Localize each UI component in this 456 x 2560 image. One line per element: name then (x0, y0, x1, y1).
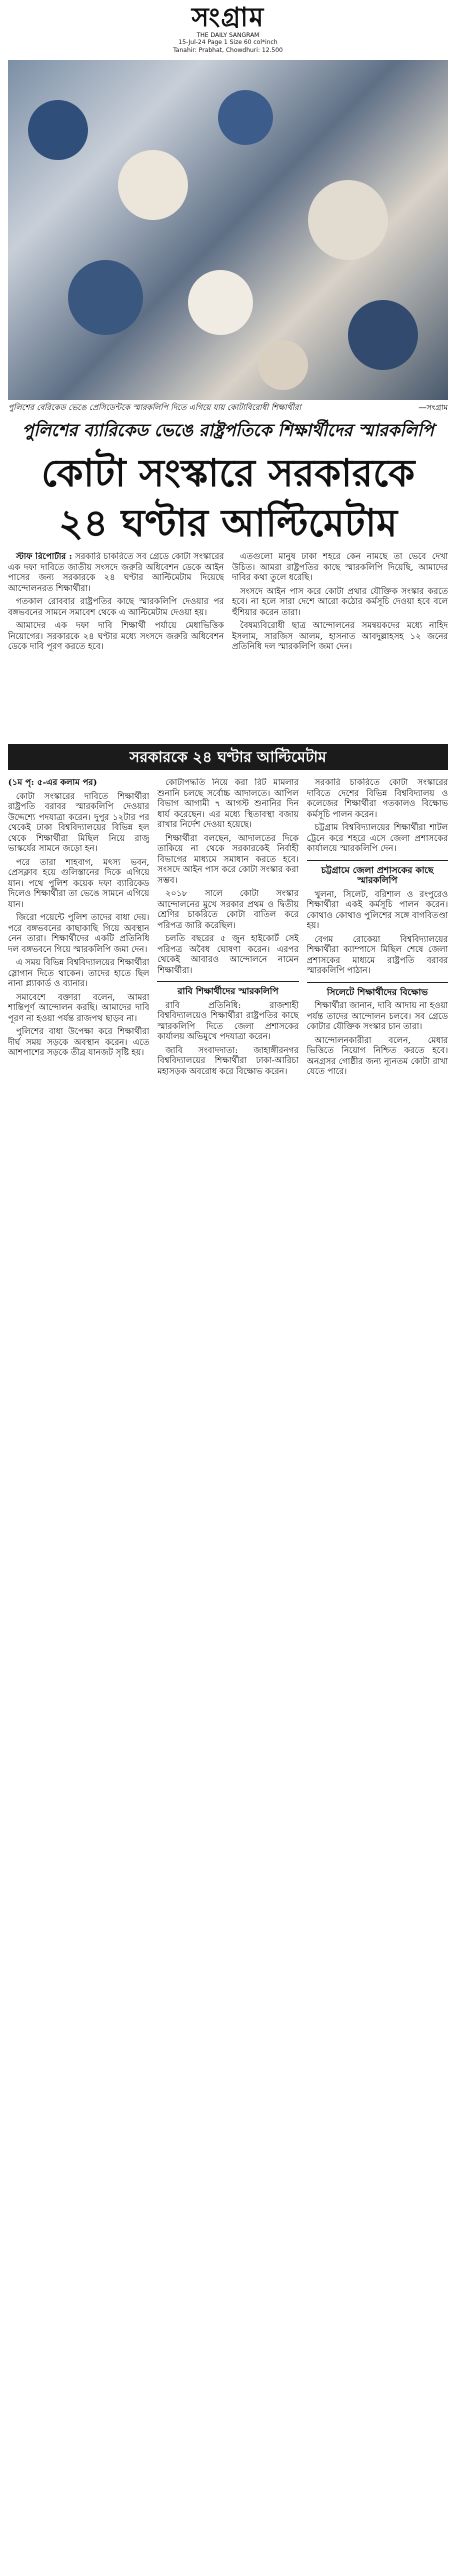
newspaper-logo: সংগ্রাম (191, 3, 265, 33)
subheading: রাবি শিক্ষার্থীদের স্মারকলিপি (177, 987, 279, 997)
clip-meta-line2: Tanahir: Prabhat, Chowdhuri: 12.500 (173, 47, 283, 54)
kicker-headline: পুলিশের ব্যারিকেড ভেঙে রাষ্ট্রপতিকে শিক্ষার্থীদের স্মারকলিপি (22, 421, 434, 441)
continuation-note: (১ম পৃ: ৫-এর কলাম পর) (8, 778, 98, 788)
story-paragraph: খুলনা, সিলেট, বরিশাল ও রংপুরেও শিক্ষার্থীরা একই কর্মসূচি পালন করেন। কোথাও কোথাও পুলিশের সঙ্গে বাগবিতণ্ডা হয়। (306, 889, 448, 931)
story-paragraph: চলতি বছরের ৫ জুন হাইকোর্ট সেই পরিপত্র অবৈধ ঘোষণা করেন। এরপর থেকেই আবারও আন্দোলনে নামেন শিক্ষার্থীরা। (157, 934, 299, 976)
story-paragraph: শিক্ষার্থীরা বলছেন, আদালতের দিকে তাকিয়ে না থেকে সরকারকেই নির্বাহী বিভাগের মাধ্যমে সমাধান করতে হবে। সংসদে আইন পাস করে কোটা সংস্কার করা সম্ভব। (157, 833, 299, 886)
masthead (0, 0, 456, 62)
section-divider (307, 982, 448, 983)
clip-meta-line1: 15-Jul-24 Page 1 Size 60 col*inch (178, 39, 278, 46)
subheading: চট্টগ্রামে জেলা প্রশাসকের কাছে স্মারকলিপি (321, 865, 434, 886)
byline: স্টাফ রিপোর্টার : (16, 552, 73, 562)
lead-column-2 (232, 552, 448, 738)
continued-column-2 (157, 778, 298, 2552)
lead-paragraph: গতকাল রোববার রাষ্ট্রপতির কাছে স্মারকলিপি দেওয়ার পর বঙ্গভবনের সামনে সমাবেশ থেকে এ আল্টিমেটাম দেওয়া হয়। (8, 597, 224, 618)
story-paragraph: শিক্ষার্থীরা জানান, দাবি আদায় না হওয়া পর্যন্ত তাদের আন্দোলন চলবে। সব গ্রেডে কোটার যৌক্তিক সংস্কার চান তারা। (306, 1001, 448, 1032)
continued-column-1 (8, 778, 149, 2552)
story-paragraph: কোটাপদ্ধতি নিয়ে করা রিট মামলার শুনানি চলছে সর্বোচ্চ আদালতে। আপিল বিভাগ আগামী ৭ আগস্ট শুনানির দিন ধার্য করেছেন। এর মধ্যে স্থিতাবস্থা বজায় রাখার নির্দেশ দেওয়া হয়েছে। (157, 778, 299, 830)
news-photo (8, 60, 448, 400)
story-paragraph: আন্দোলনকারীরা বলেন, মেধার ভিত্তিতে নিয়োগ নিশ্চিত করতে হবে। অনগ্রসর গোষ্ঠীর জন্য ন্যূনতম কোটা রাখা যেতে পারে। (306, 1035, 448, 1077)
story-paragraph: সমাবেশে বক্তারা বলেন, আমরা শান্তিপূর্ণ আন্দোলন করছি। আমাদের দাবি পূরণ না হওয়া পর্যন্ত রাজপথ ছাড়ব না। (8, 992, 150, 1024)
story-paragraph: সরকারি চাকরিতে কোটা সংস্কারের দাবিতে দেশের বিভিন্ন বিশ্ববিদ্যালয় ও কলেজের শিক্ষার্থীরা গতকালও বিক্ষোভ কর্মসূচি পালন করেন। (306, 778, 448, 820)
story-paragraph: বেগম রোকেয়া বিশ্ববিদ্যালয়ের শিক্ষার্থীরা ক্যাম্পাসে মিছিল শেষে জেলা প্রশাসকের মাধ্যমে রাষ্ট্রপতি বরাবর স্মারকলিপি পাঠান। (306, 934, 448, 976)
story-paragraph: জিরো পয়েন্টে পুলিশ তাদের বাধা দেয়। পরে বঙ্গভবনের কাছাকাছি গিয়ে অবস্থান নেন তারা। শিক্ষার্থীদের একটি প্রতিনিধি দল বঙ্গভবনে গিয়ে স্মারকলিপি জমা দেন। (8, 913, 150, 955)
lead-story (8, 552, 448, 738)
lead-paragraph: আমাদের এক দফা দাবি শিক্ষার্থী পর্যায়ে মেধাভিত্তিক নিয়োগের। সরকারকে ২৪ ঘণ্টার মধ্যে সংসদে জরুরি অধিবেশন ডেকে দাবি পূরণ করতে হবে। (8, 621, 224, 652)
story-paragraph: কোটা সংস্কারের দাবিতে শিক্ষার্থীরা রাষ্ট্রপতি বরাবর স্মারকলিপি দেওয়ার উদ্দেশ্যে পদযাত্রা করেন। দুপুর ১২টার পর থেকেই ঢাকা বিশ্ববিদ্যালয়ের বিভিন্ন হল থেকে শিক্ষার্থীরা মিছিল নিয়ে রাজু ভাস্কর্যের সামনে জড়ো হন। (8, 791, 150, 854)
continued-story (8, 778, 448, 2552)
main-headline (8, 448, 448, 548)
main-headline-line2: ২৪ ঘণ্টার আল্টিমেটাম (58, 500, 398, 545)
continued-column-3 (307, 778, 448, 2552)
logo-subtitle: THE DAILY SANGRAM (196, 32, 260, 39)
story-paragraph: পুলিশের বাধা উপেক্ষা করে শিক্ষার্থীরা দীর্ঘ সময় সড়কে অবস্থান করেন। এতে আশপাশের সড়কে তীব্র যানজট সৃষ্টি হয়। (8, 1027, 150, 1058)
continuation-banner: সরকারকে ২৪ ঘণ্টার আল্টিমেটাম (8, 744, 448, 770)
photo-caption-text: পুলিশের বেরিকেড ভেঙে প্রেসিডেন্টকে স্মারকলিপি দিতে এগিয়ে যায় কোটাবিরোধী শিক্ষার্থীরা (8, 403, 302, 412)
story-paragraph: পরে তারা শাহবাগ, মৎস্য ভবন, প্রেসক্লাব হয়ে গুলিস্তানের দিকে এগিয়ে যান। পথে পুলিশ কয়েক দফা ব্যারিকেড দিলেও শিক্ষার্থীরা তা ভেঙে সামনে এগিয়ে যান। (8, 857, 150, 910)
photo-caption (8, 402, 448, 415)
main-headline-line1: কোটা সংস্কারে সরকারকে (41, 450, 415, 495)
story-paragraph: জাবি সংবাদদাতা: জাহাঙ্গীরনগর বিশ্ববিদ্যালয়ের শিক্ষার্থীরা ঢাকা-আরিচা মহাসড়ক অবরোধ করে বিক্ষোভ করেন। (157, 1045, 299, 1077)
lead-column-1 (8, 552, 224, 738)
lead-paragraph: বৈষম্যবিরোধী ছাত্র আন্দোলনের সমন্বয়কদের মধ্যে নাহিদ ইসলাম, সারজিস আলম, হাসনাত আবদুল্লাহসহ ১২ জনের প্রতিনিধি দল স্মারকলিপি জমা দেন। (232, 621, 448, 652)
story-paragraph: এ সময় বিভিন্ন বিশ্ববিদ্যালয়ের শিক্ষার্থীরা স্লোগান দিতে থাকেন। তাদের হাতে ছিল নানা প্ল্যাকার্ড ও ব্যানার। (8, 958, 150, 989)
section-divider (307, 860, 448, 861)
lead-paragraph: সরকারি চাকরিতে সব গ্রেডে কোটা সংস্কারের এক দফা দাবিতে জাতীয় সংসদে জরুরি অধিবেশন ডেকে আইন পাসের জন্য সরকারকে ২৪ ঘণ্টার আল্টিমেটাম দিয়েছে আন্দোলনরত শিক্ষার্থীরা। (8, 552, 224, 594)
story-paragraph: রাবি প্রতিনিধি: রাজশাহী বিশ্ববিদ্যালয়েও শিক্ষার্থীরা রাষ্ট্রপতির কাছে স্মারকলিপি দিতে জেলা প্রশাসকের কার্যালয় অভিমুখে পদযাত্রা করেন। (157, 1000, 299, 1042)
photo-credit: —সংগ্রাম (418, 403, 448, 412)
subheading: সিলেটে শিক্ষার্থীদের বিক্ষোভ (326, 987, 428, 998)
story-paragraph: চট্টগ্রাম বিশ্ববিদ্যালয়ের শিক্ষার্থীরা শাটল ট্রেনে করে শহরে এসে জেলা প্রশাসকের কার্যালয়ে স্মারকলিপি দেন। (306, 823, 448, 854)
section-divider (157, 981, 298, 982)
lead-paragraph: সংসদে আইন পাস করে কোটা প্রথার যৌক্তিক সংস্কার করতে হবে। না হলে সারা দেশে আরো কঠোর কর্মসূচি দেওয়া হবে বলে হুঁশিয়ার করেন তারা। (232, 586, 448, 618)
lead-paragraph: এতগুলো মানুষ ঢাকা শহরে কেন নামছে তা ভেবে দেখা উচিত। আমরা রাষ্ট্রপতির কাছে স্মারকলিপি দিয়েছি, আমাদের দাবির কথা তুলে ধরেছি। (232, 552, 448, 583)
story-paragraph: ২০১৮ সালে কোটা সংস্কার আন্দোলনের মুখে সরকার প্রথম ও দ্বিতীয় শ্রেণির চাকরিতে কোটা বাতিল করে পরিপত্র জারি করেছিল। (157, 889, 299, 931)
